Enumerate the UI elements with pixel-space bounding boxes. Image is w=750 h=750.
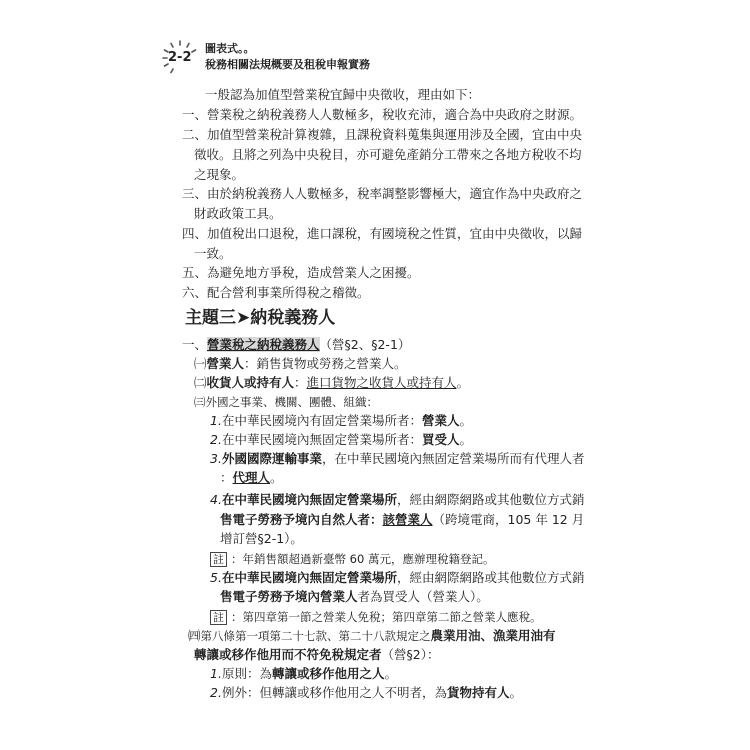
item-3-5-text2a: 售電子勞務予境內營業人 (220, 589, 358, 604)
note-2-tag: 註 (210, 610, 227, 625)
item-4-2-text: 例外：但轉讓或移作他用之人不明者，為 (221, 685, 447, 700)
intro-text: 一般認為加值型營業稅宜歸中央徵收，理由如下： (205, 87, 481, 102)
subitem-4-num: ㈣ (188, 628, 201, 643)
item-3-5-text2b: 者為買受人（營業人）。 (357, 589, 489, 604)
reason-3-line2: 財政政策工具。 (194, 206, 282, 221)
reason-6: 六、配合營利事業所得稅之稽徵。 (182, 285, 370, 300)
subitem-2-text: 進口貨物之收貨人或持有人 (306, 375, 457, 390)
subitem-4-text2: （營§2）： (381, 647, 440, 662)
item-3-4-num: 4. (210, 492, 222, 507)
item-3-1 (210, 413, 472, 429)
header-series: 圖表式。。 (205, 42, 255, 55)
item-4-2 (210, 685, 522, 701)
subitem-1-num: ㈠ (194, 356, 207, 371)
subitem-4-line2 (194, 647, 439, 663)
item-3-5-text1: 在中華民國境內無固定營業場所 (221, 570, 397, 585)
item-4-1-num: 1. (210, 666, 222, 681)
item-4-2-bold: 貨物持有人 (446, 685, 510, 700)
item-3-5-line2 (220, 589, 489, 605)
item-3-4-text1: 在中華民國境內無固定營業場所 (221, 492, 397, 507)
item-4-1-bold: 轉讓或移作他用之人 (271, 666, 385, 681)
subitem-2-label: 收貨人或持有人 (206, 375, 295, 390)
item-3-5-text1b: ，經由網際網路或其他數位方式銷 (396, 570, 585, 585)
item-3-4-line1 (210, 492, 584, 508)
item-3-4-line2 (220, 512, 584, 528)
item-3-5-num: 5. (210, 570, 222, 585)
subitem-2-colon: ： (294, 375, 307, 390)
reason-1: 一、營業稅之納稅義務人人數極多，稅收充沛，適合為中央政府之財源。 (182, 107, 583, 122)
item-3-3-line1 (210, 451, 584, 467)
item-3-1-bold: 營業人 (421, 413, 460, 428)
reason-4-line1: 四、加值稅出口退稅，進口課稅，有國境稅之性質，宜由中央徵收，以歸 (182, 226, 583, 241)
item-3-4-text3: （跨境電商，105 年 12 月 (432, 512, 585, 527)
item-3-3-end: 。 (270, 470, 283, 485)
heading-1-prefix: 一、 (182, 337, 208, 352)
item-3-2-text: 在中華民國境內無固定營業場所者： (221, 432, 422, 447)
item-3-3-line2 (220, 470, 283, 486)
reason-2-line2: 徵收。且將之列為中央稅目，亦可避免產銷分工帶來之各地方稅收不均 (194, 147, 582, 162)
subitem-2-end: 。 (456, 375, 470, 390)
subitem-4-line1 (188, 628, 556, 644)
subitem-3: ㈢外國之事業、機關、團體、組織： (194, 395, 378, 409)
reason-2-line3: 之現象。 (194, 167, 245, 182)
item-3-3-num: 3. (210, 451, 222, 466)
item-3-4-bold: 該營業人 (382, 512, 433, 527)
item-3-4-text1b: ，經由網際網路或其他數位方式銷 (396, 492, 585, 507)
header-book-title: 稅務相關法規概要及租稅申報實務 (205, 58, 370, 71)
note-1-tag: 註 (210, 552, 227, 567)
reason-4-line2: 一致。 (194, 246, 232, 261)
subitem-2 (194, 375, 469, 391)
item-3-2-bold: 買受人 (421, 432, 460, 447)
item-3-1-text: 在中華民國境內有固定營業場所者： (221, 413, 422, 428)
subitem-2-num: ㈡ (194, 375, 207, 390)
item-3-2 (210, 432, 472, 448)
item-3-3-bold1: 外國國際運輸事業 (221, 451, 322, 466)
subitem-4-text1: 第八條第一項第二十七款、第二十八款規定之 (200, 629, 431, 643)
note-1-text: ：年銷售額超過新臺幣 60 萬元，應辦理稅籍登記。 (231, 552, 495, 566)
note-1 (210, 551, 494, 567)
subitem-4-bold1: 農業用油、漁業用油有 (430, 628, 556, 643)
item-4-1 (210, 666, 397, 682)
subitem-1-text: ：銷售貨物或勞務之營業人。 (244, 356, 407, 371)
subitem-1-label: 營業人 (206, 356, 245, 371)
section-title: 主題三➤納稅義務人 (185, 308, 336, 328)
reason-5: 五、為避免地方爭稅，造成營業人之困擾。 (182, 265, 420, 280)
item-4-1-end: 。 (384, 666, 397, 681)
note-2-text: ：第四章第一節之營業人免稅；第四章第二節之營業人應稅。 (231, 610, 542, 624)
item-3-4-line3: 增訂營§2-1）。 (220, 531, 303, 546)
item-3-5-line1 (210, 570, 584, 586)
item-4-2-num: 2. (210, 685, 222, 700)
item-3-3-bold2: 代理人 (232, 470, 271, 485)
item-3-2-num: 2. (210, 432, 222, 447)
item-4-2-end: 。 (509, 685, 522, 700)
item-3-3-text: ，在中華民國境內無固定營業場所而有代理人者 (321, 451, 585, 466)
item-3-3-colon: ： (220, 470, 233, 485)
subitem-4-bold2: 轉讓或移作他用而不符免稅規定者 (194, 647, 382, 662)
reason-2-line1: 二、加值型營業稅計算複雜，且課稅資料蒐集與運用涉及全國，宜由中央 (182, 127, 583, 142)
item-3-1-end: 。 (459, 413, 472, 428)
heading-1-ref: （營§2、§2-1） (319, 337, 411, 352)
page-number: 2-2 (168, 50, 192, 65)
heading-1-main: 營業稅之納稅義務人 (207, 337, 320, 352)
item-4-1-text: 原則：為 (221, 666, 272, 681)
reason-3-line1: 三、由於納稅義務人人數極多，稅率調整影響極大，適宜作為中央政府之 (182, 186, 583, 201)
item-3-2-end: 。 (459, 432, 472, 447)
item-3-1-num: 1. (210, 413, 222, 428)
subitem-1 (194, 356, 407, 372)
heading-1 (182, 337, 410, 353)
note-2 (210, 609, 542, 625)
item-3-4-text2: 售電子勞務予境內自然人者： (220, 512, 383, 527)
